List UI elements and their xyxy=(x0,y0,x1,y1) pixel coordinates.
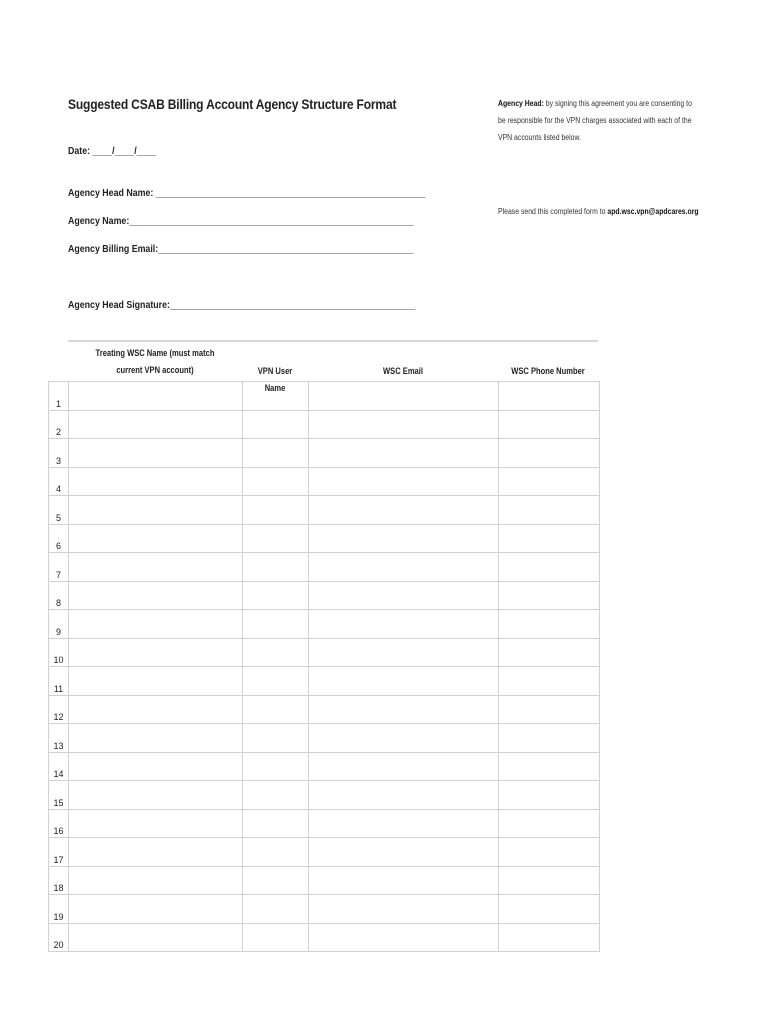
wsc-name-cell[interactable] xyxy=(69,410,243,439)
wsc-phone-cell[interactable] xyxy=(499,496,600,525)
row-number: 14 xyxy=(49,752,69,781)
vpn-user-name-cell[interactable] xyxy=(243,467,309,496)
wsc-name-cell[interactable] xyxy=(69,838,243,867)
wsc-name-cell[interactable] xyxy=(69,439,243,468)
vpn-user-name-cell[interactable] xyxy=(243,382,309,411)
table-row xyxy=(49,752,600,781)
row-number: 5 xyxy=(49,496,69,525)
wsc-phone-cell[interactable] xyxy=(499,410,600,439)
wsc-email-cell[interactable] xyxy=(309,382,499,411)
wsc-phone-cell[interactable] xyxy=(499,838,600,867)
vpn-user-name-cell[interactable] xyxy=(243,524,309,553)
wsc-phone-cell[interactable] xyxy=(499,809,600,838)
table-row xyxy=(49,467,600,496)
send-instructions-text: Please send this completed form to xyxy=(498,207,608,216)
wsc-name-cell[interactable] xyxy=(69,781,243,810)
row-number: 8 xyxy=(49,581,69,610)
wsc-phone-cell[interactable] xyxy=(499,467,600,496)
column-header-wsc-email: WSC Email xyxy=(383,366,423,376)
wsc-email-cell[interactable] xyxy=(309,724,499,753)
wsc-phone-cell[interactable] xyxy=(499,610,600,639)
column-header-wsc-name: Treating WSC Name (must match current VPN account) xyxy=(95,348,215,375)
vpn-user-name-cell[interactable] xyxy=(243,439,309,468)
table-row xyxy=(49,553,600,582)
vpn-user-name-cell[interactable] xyxy=(243,581,309,610)
vpn-user-name-cell[interactable] xyxy=(243,667,309,696)
vpn-user-name-cell[interactable] xyxy=(243,866,309,895)
row-number: 11 xyxy=(49,667,69,696)
table-row xyxy=(49,667,600,696)
wsc-phone-cell[interactable] xyxy=(499,895,600,924)
wsc-name-cell[interactable] xyxy=(69,610,243,639)
table-row xyxy=(49,895,600,924)
column-header-wsc-phone: WSC Phone Number xyxy=(511,366,585,376)
vpn-user-name-cell[interactable] xyxy=(243,895,309,924)
wsc-phone-cell[interactable] xyxy=(499,667,600,696)
page-title: Suggested CSAB Billing Account Agency Structure Format xyxy=(68,96,397,112)
wsc-email-cell[interactable] xyxy=(309,895,499,924)
row-number: 10 xyxy=(49,638,69,667)
consent-notice-text: by signing this agreement you are consenting to be responsible for the VPN charges associated with each of the VPN accounts listed below. xyxy=(498,99,692,142)
column-header-vpn-user-name: VPN User Name xyxy=(257,366,293,393)
wsc-email-cell[interactable] xyxy=(309,524,499,553)
wsc-phone-cell[interactable] xyxy=(499,638,600,667)
send-instructions xyxy=(498,207,699,216)
wsc-phone-cell[interactable] xyxy=(499,553,600,582)
wsc-email-cell[interactable] xyxy=(309,809,499,838)
wsc-name-cell[interactable] xyxy=(69,581,243,610)
row-number: 7 xyxy=(49,553,69,582)
submission-email[interactable]: apd.wsc.vpn@apdcares.org xyxy=(607,207,699,216)
row-number: 15 xyxy=(49,781,69,810)
consent-notice xyxy=(498,95,701,146)
wsc-phone-cell[interactable] xyxy=(499,923,600,952)
wsc-email-cell[interactable] xyxy=(309,781,499,810)
wsc-email-cell[interactable] xyxy=(309,667,499,696)
row-number: 16 xyxy=(49,809,69,838)
table-row xyxy=(49,581,600,610)
table-row xyxy=(49,524,600,553)
row-number: 6 xyxy=(49,524,69,553)
wsc-phone-cell[interactable] xyxy=(499,866,600,895)
vpn-user-name-cell[interactable] xyxy=(243,752,309,781)
wsc-name-cell[interactable] xyxy=(69,553,243,582)
row-number: 17 xyxy=(49,838,69,867)
wsc-name-cell[interactable] xyxy=(69,895,243,924)
agency-head-signature-field[interactable]: Agency Head Signature:__________________________________________________ xyxy=(68,299,416,311)
row-number: 18 xyxy=(49,866,69,895)
date-field[interactable]: Date: ____/____/____ xyxy=(68,145,157,157)
table-row xyxy=(49,809,600,838)
wsc-phone-cell[interactable] xyxy=(499,781,600,810)
row-number: 20 xyxy=(49,923,69,952)
row-number: 2 xyxy=(49,410,69,439)
agency-name-field[interactable]: Agency Name:__________________________________________________________ xyxy=(68,215,414,227)
wsc-email-cell[interactable] xyxy=(309,866,499,895)
wsc-phone-cell[interactable] xyxy=(499,439,600,468)
table-row xyxy=(49,496,600,525)
vpn-user-name-cell[interactable] xyxy=(243,610,309,639)
wsc-email-cell[interactable] xyxy=(309,496,499,525)
row-number: 12 xyxy=(49,695,69,724)
wsc-name-cell[interactable] xyxy=(69,382,243,411)
wsc-phone-cell[interactable] xyxy=(499,724,600,753)
table-row xyxy=(49,695,600,724)
row-number: 9 xyxy=(49,610,69,639)
wsc-name-cell[interactable] xyxy=(69,467,243,496)
wsc-name-cell[interactable] xyxy=(69,923,243,952)
wsc-phone-cell[interactable] xyxy=(499,382,600,411)
table-row xyxy=(49,923,600,952)
vpn-user-name-cell[interactable] xyxy=(243,496,309,525)
vpn-user-name-cell[interactable] xyxy=(243,553,309,582)
wsc-email-cell[interactable] xyxy=(309,553,499,582)
vpn-user-name-cell[interactable] xyxy=(243,724,309,753)
row-number: 19 xyxy=(49,895,69,924)
wsc-name-cell[interactable] xyxy=(69,496,243,525)
wsc-email-cell[interactable] xyxy=(309,410,499,439)
table-row xyxy=(49,382,600,411)
vpn-user-name-cell[interactable] xyxy=(243,695,309,724)
vpn-accounts-table xyxy=(48,381,600,952)
table-row xyxy=(49,638,600,667)
wsc-phone-cell[interactable] xyxy=(499,524,600,553)
wsc-phone-cell[interactable] xyxy=(499,752,600,781)
row-number: 3 xyxy=(49,439,69,468)
vpn-user-name-cell[interactable] xyxy=(243,410,309,439)
table-row xyxy=(49,781,600,810)
table-row xyxy=(49,866,600,895)
wsc-email-cell[interactable] xyxy=(309,638,499,667)
wsc-email-cell[interactable] xyxy=(309,467,499,496)
table-row xyxy=(49,439,600,468)
wsc-email-cell[interactable] xyxy=(309,581,499,610)
table-row xyxy=(49,410,600,439)
agency-head-name-field[interactable]: Agency Head Name: _______________________________________________________ xyxy=(68,187,426,199)
table-row xyxy=(49,724,600,753)
wsc-email-cell[interactable] xyxy=(309,838,499,867)
wsc-name-cell[interactable] xyxy=(69,866,243,895)
agency-billing-email-field[interactable]: Agency Billing Email:____________________________________________________ xyxy=(68,243,414,255)
wsc-email-cell[interactable] xyxy=(309,610,499,639)
vpn-user-name-cell[interactable] xyxy=(243,638,309,667)
wsc-email-cell[interactable] xyxy=(309,923,499,952)
table-row xyxy=(49,610,600,639)
wsc-name-cell[interactable] xyxy=(69,524,243,553)
row-number: 4 xyxy=(49,467,69,496)
wsc-email-cell[interactable] xyxy=(309,695,499,724)
wsc-phone-cell[interactable] xyxy=(499,695,600,724)
table-row xyxy=(49,838,600,867)
vpn-user-name-cell[interactable] xyxy=(243,781,309,810)
table-top-divider xyxy=(68,340,598,342)
wsc-name-cell[interactable] xyxy=(69,809,243,838)
wsc-phone-cell[interactable] xyxy=(499,581,600,610)
wsc-name-cell[interactable] xyxy=(69,752,243,781)
wsc-name-cell[interactable] xyxy=(69,695,243,724)
wsc-name-cell[interactable] xyxy=(69,724,243,753)
wsc-name-cell[interactable] xyxy=(69,667,243,696)
wsc-email-cell[interactable] xyxy=(309,439,499,468)
consent-notice-label: Agency Head: xyxy=(498,99,544,108)
wsc-name-cell[interactable] xyxy=(69,638,243,667)
vpn-user-name-cell[interactable] xyxy=(243,809,309,838)
vpn-user-name-cell[interactable] xyxy=(243,838,309,867)
wsc-email-cell[interactable] xyxy=(309,752,499,781)
row-number: 13 xyxy=(49,724,69,753)
row-number: 1 xyxy=(49,382,69,411)
vpn-user-name-cell[interactable] xyxy=(243,923,309,952)
